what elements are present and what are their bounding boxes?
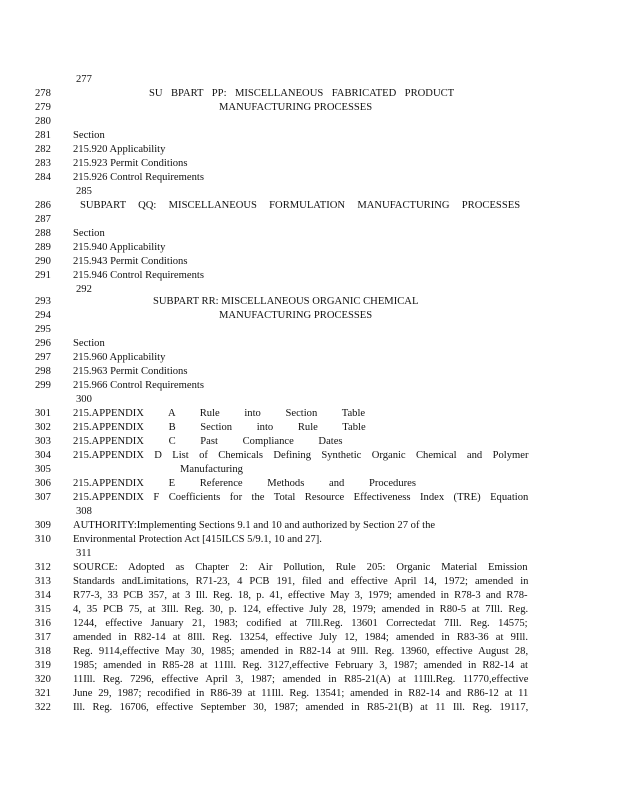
text-line: 215.APPENDIX A Rule into Section Table xyxy=(73,408,366,419)
line-number: 306 xyxy=(35,478,51,489)
line-number: 319 xyxy=(35,660,51,671)
line-number: 288 xyxy=(35,228,51,239)
text-line: 215.943 Permit Conditions xyxy=(73,256,188,267)
line-number: 318 xyxy=(35,646,51,657)
text-line: MANUFACTURING PROCESSES xyxy=(219,102,373,113)
line-number: 314 xyxy=(35,590,51,601)
line-number: 287 xyxy=(35,214,51,225)
text-line: SU BPART PP: MISCELLANEOUS FABRICATED PRODUCT xyxy=(149,88,455,99)
text-line: 215.APPENDIX D List of Chemicals Defining Synthetic Organic Chemical and Polymer xyxy=(73,450,529,461)
line-number: 305 xyxy=(35,464,51,475)
line-number: 281 xyxy=(35,130,51,141)
line-number: 315 xyxy=(35,604,51,615)
page-line-marker: 308 xyxy=(76,506,92,517)
text-line: 11Ill. Reg. 7296, effective April 3, 1987; amended in R85-21(A) at 11Ill.Reg. 11770,effective xyxy=(73,674,529,685)
line-number: 282 xyxy=(35,144,51,155)
line-number: 284 xyxy=(35,172,51,183)
page-line-marker: 311 xyxy=(76,548,92,559)
line-number: 321 xyxy=(35,688,51,699)
line-number: 317 xyxy=(35,632,51,643)
text-line: 215.APPENDIX B Section into Rule Table xyxy=(73,422,366,433)
text-line: 215.APPENDIX C Past Compliance Dates xyxy=(73,436,343,447)
line-number: 280 xyxy=(35,116,51,127)
text-line: 215.APPENDIX F Coefficients for the Total Resource Effectiveness Index (TRE) Equation xyxy=(73,492,529,503)
text-line: AUTHORITY:Implementing Sections 9.1 and 10 and authorized by Section 27 of the xyxy=(73,520,436,531)
text-line: 4, 35 PCB 75, at 3Ill. Reg. 30, p. 124, effective July 28, 1979; amended in R80-5 at 7Ill. Reg. xyxy=(73,604,529,615)
text-line: SUBPART RR: MISCELLANEOUS ORGANIC CHEMICAL xyxy=(153,296,419,307)
text-line: Standards andLimitations, R71-23, 4 PCB 191, filed and effective April 14, 1972; amended in xyxy=(73,576,529,587)
page-line-marker: 285 xyxy=(76,186,92,197)
text-line: 215.940 Applicability xyxy=(73,242,166,253)
line-number: 313 xyxy=(35,576,51,587)
line-number: 291 xyxy=(35,270,51,281)
line-number: 322 xyxy=(35,702,51,713)
line-number: 310 xyxy=(35,534,51,545)
line-number: 286 xyxy=(35,200,51,211)
line-number: 298 xyxy=(35,366,51,377)
line-number: 295 xyxy=(35,324,51,335)
text-line: Section xyxy=(73,130,105,141)
line-number: 279 xyxy=(35,102,51,113)
line-number: 289 xyxy=(35,242,51,253)
line-number: 278 xyxy=(35,88,51,99)
line-number: 293 xyxy=(35,296,51,307)
text-line: Environmental Protection Act [415ILCS 5/9.1, 10 and 27]. xyxy=(73,534,322,545)
text-line: Section xyxy=(73,228,105,239)
text-line: 1985; amended in R85-28 at 11Ill. Reg. 3127,effective February 3, 1987; amended in R82-14 at xyxy=(73,660,529,671)
line-number: 301 xyxy=(35,408,51,419)
line-number: 290 xyxy=(35,256,51,267)
text-line: Manufacturing xyxy=(180,464,243,475)
line-number: 307 xyxy=(35,492,51,503)
line-number: 312 xyxy=(35,562,51,573)
text-line: SUBPART QQ: MISCELLANEOUS FORMULATION MANUFACTURING PROCESSES xyxy=(80,200,521,211)
line-number: 296 xyxy=(35,338,51,349)
page-line-marker: 277 xyxy=(76,74,92,85)
page-line-marker: 292 xyxy=(76,284,92,295)
text-line: 215.920 Applicability xyxy=(73,144,166,155)
text-line: SOURCE: Adopted as Chapter 2: Air Pollution, Rule 205: Organic Material Emission xyxy=(73,562,528,573)
text-line: 215.926 Control Requirements xyxy=(73,172,204,183)
text-line: 215.966 Control Requirements xyxy=(73,380,204,391)
text-line: June 29, 1987; recodified in R86-39 at 11Ill. Reg. 13541; amended in R82-14 and R86-12 at 11 xyxy=(73,688,529,699)
text-line: 215.946 Control Requirements xyxy=(73,270,204,281)
line-number: 303 xyxy=(35,436,51,447)
line-number: 299 xyxy=(35,380,51,391)
text-line: R77-3, 33 PCB 357, at 3 Ill. Reg. 18, p. 41, effective May 3, 1979; amended in R78-3 and R78- xyxy=(73,590,528,601)
text-line: Ill. Reg. 16706, effective September 30, 1987; amended in R85-21(B) at 11 Ill. Reg. 19117, xyxy=(73,702,529,713)
line-number: 316 xyxy=(35,618,51,629)
line-number: 320 xyxy=(35,674,51,685)
line-number: 297 xyxy=(35,352,51,363)
text-line: 215.960 Applicability xyxy=(73,352,166,363)
line-number: 294 xyxy=(35,310,51,321)
line-number: 283 xyxy=(35,158,51,169)
text-line: MANUFACTURING PROCESSES xyxy=(219,310,373,321)
text-line: 1244, effective January 21, 1983; codified at 7Ill.Reg. 13601 Correctedat 7Ill. Reg. 14575; xyxy=(73,618,528,629)
line-number: 304 xyxy=(35,450,51,461)
text-line: Section xyxy=(73,338,105,349)
line-number: 309 xyxy=(35,520,51,531)
text-line: amended in R82-14 at 8Ill. Reg. 13254, effective July 12, 1984; amended in R83-36 at 9Ill. xyxy=(73,632,528,643)
text-line: 215.963 Permit Conditions xyxy=(73,366,188,377)
text-line: Reg. 9114,effective May 30, 1985; amended in R82-14 at 9Ill. Reg. 13960, effective August 28, xyxy=(73,646,529,657)
text-line: 215.923 Permit Conditions xyxy=(73,158,188,169)
line-number: 302 xyxy=(35,422,51,433)
page-line-marker: 300 xyxy=(76,394,92,405)
text-line: 215.APPENDIX E Reference Methods and Procedures xyxy=(73,478,417,489)
